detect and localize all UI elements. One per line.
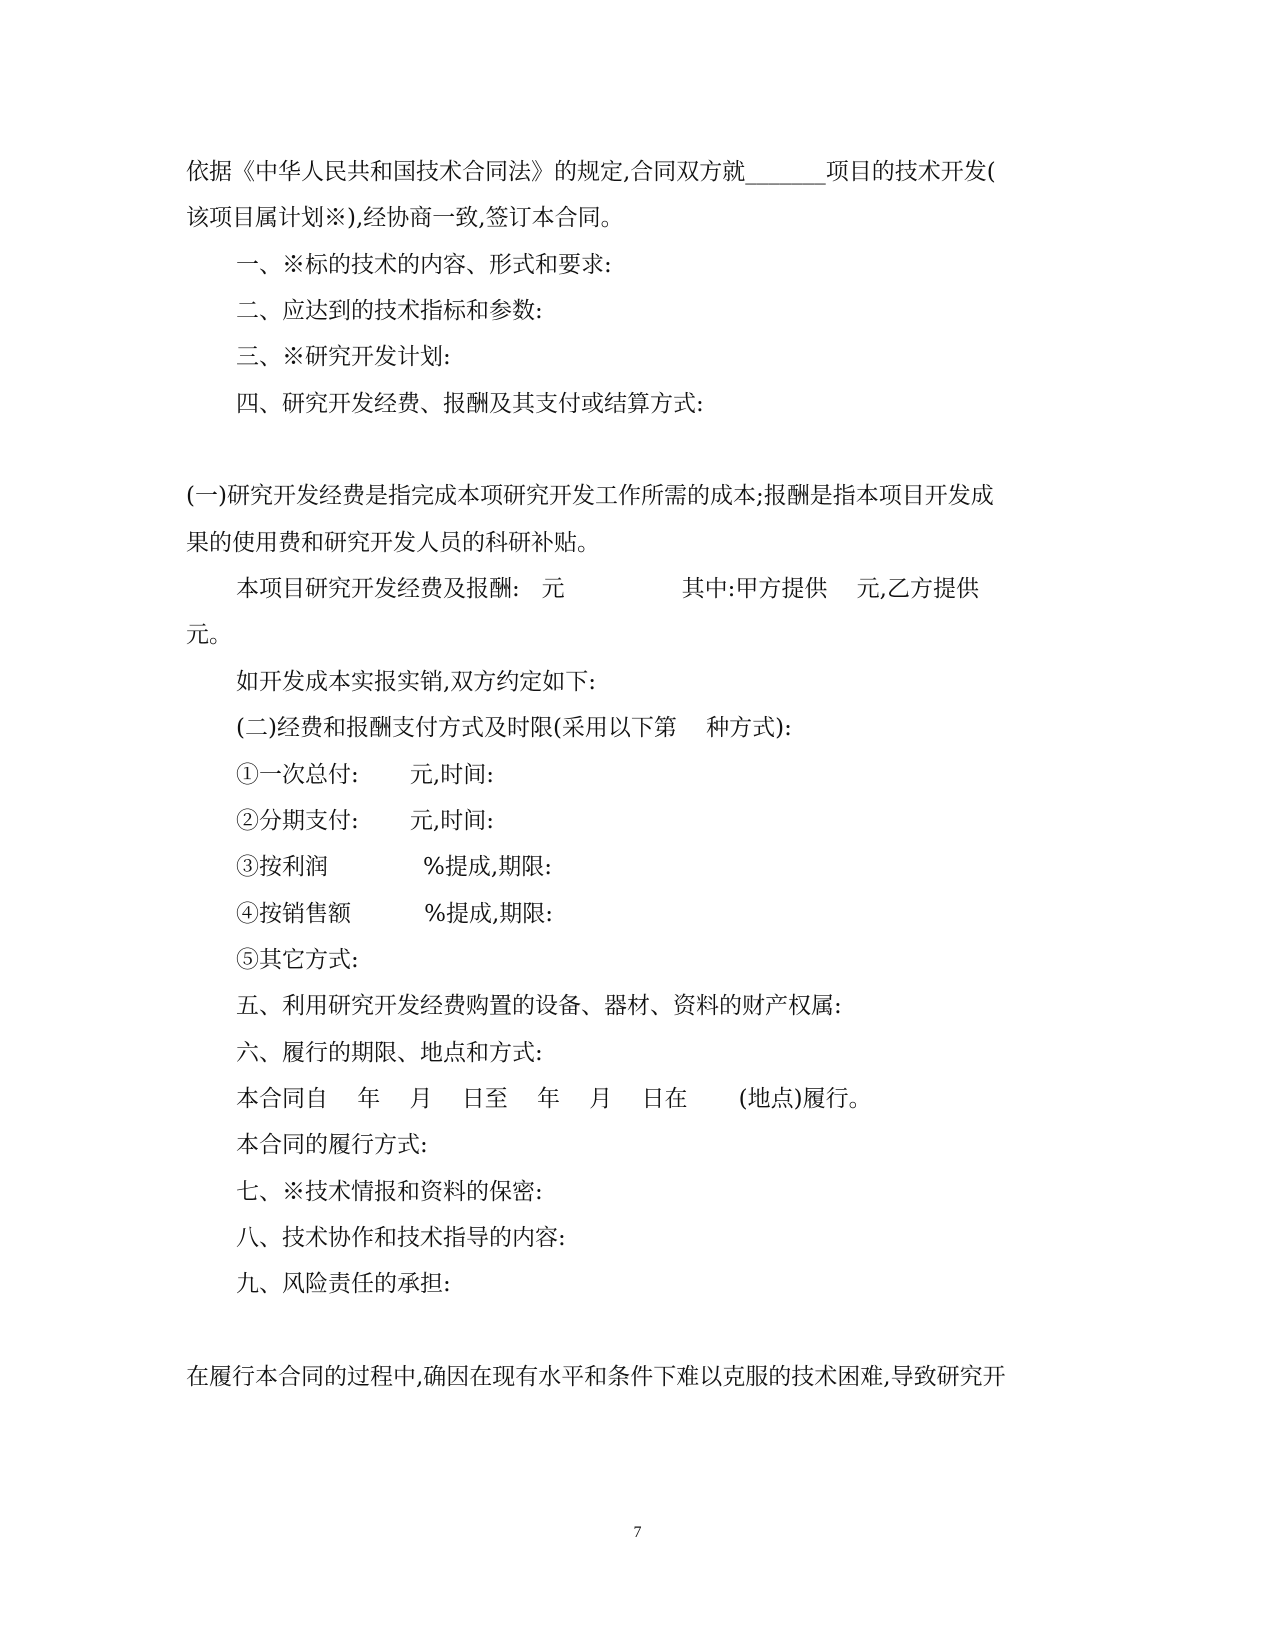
section-heading: 八、技术协作和技术指导的内容: [236, 1225, 566, 1251]
text-line: (二)经费和报酬支付方式及时限(采用以下第 种方式): [236, 715, 792, 741]
text-line: 本项目研究开发经费及报酬: 元 其中:甲方提供 元,乙方提供 [236, 576, 979, 602]
text-line: 如开发成本实报实销,双方约定如下: [236, 669, 597, 695]
payment-option: ④按销售额 %提成,期限: [236, 901, 554, 927]
page-number: 7 [633, 1524, 642, 1541]
text-line: 本合同的履行方式: [236, 1132, 428, 1158]
section-heading: 五、利用研究开发经费购置的设备、器材、资料的财产权属: [236, 993, 842, 1019]
section-heading: 六、履行的期限、地点和方式: [236, 1040, 543, 1066]
section-heading: 七、※技术情报和资料的保密: [236, 1179, 543, 1205]
text-line: 该项目属计划※),经协商一致,签订本合同。 [186, 205, 624, 231]
text-line: 在履行本合同的过程中,确因在现有水平和条件下难以克服的技术困难,导致研究开 [186, 1364, 1006, 1390]
text-line: 依据《中华人民共和国技术合同法》的规定,合同双方就_______项目的技术开发( [186, 159, 996, 185]
text-line: 果的使用费和研究开发人员的科研补贴。 [186, 530, 600, 556]
section-heading: 二、应达到的技术指标和参数: [236, 298, 543, 324]
payment-option: ③按利润 %提成,期限: [236, 854, 552, 880]
text-line: (一)研究开发经费是指完成本项研究开发工作所需的成本;报酬是指本项目开发成 [186, 483, 994, 509]
payment-option: ②分期支付: 元,时间: [236, 808, 494, 834]
section-heading: 三、※研究开发计划: [236, 344, 451, 370]
section-heading: 九、风险责任的承担: [236, 1271, 451, 1297]
text-line: 元。 [186, 622, 232, 648]
section-heading: 四、研究开发经费、报酬及其支付或结算方式: [236, 391, 704, 417]
text-line: 本合同自 年 月 日至 年 月 日在 (地点)履行。 [236, 1086, 872, 1112]
payment-option: ①一次总付: 元,时间: [236, 762, 494, 788]
payment-option: ⑤其它方式: [236, 947, 359, 973]
section-heading: 一、※标的技术的内容、形式和要求: [236, 252, 612, 278]
